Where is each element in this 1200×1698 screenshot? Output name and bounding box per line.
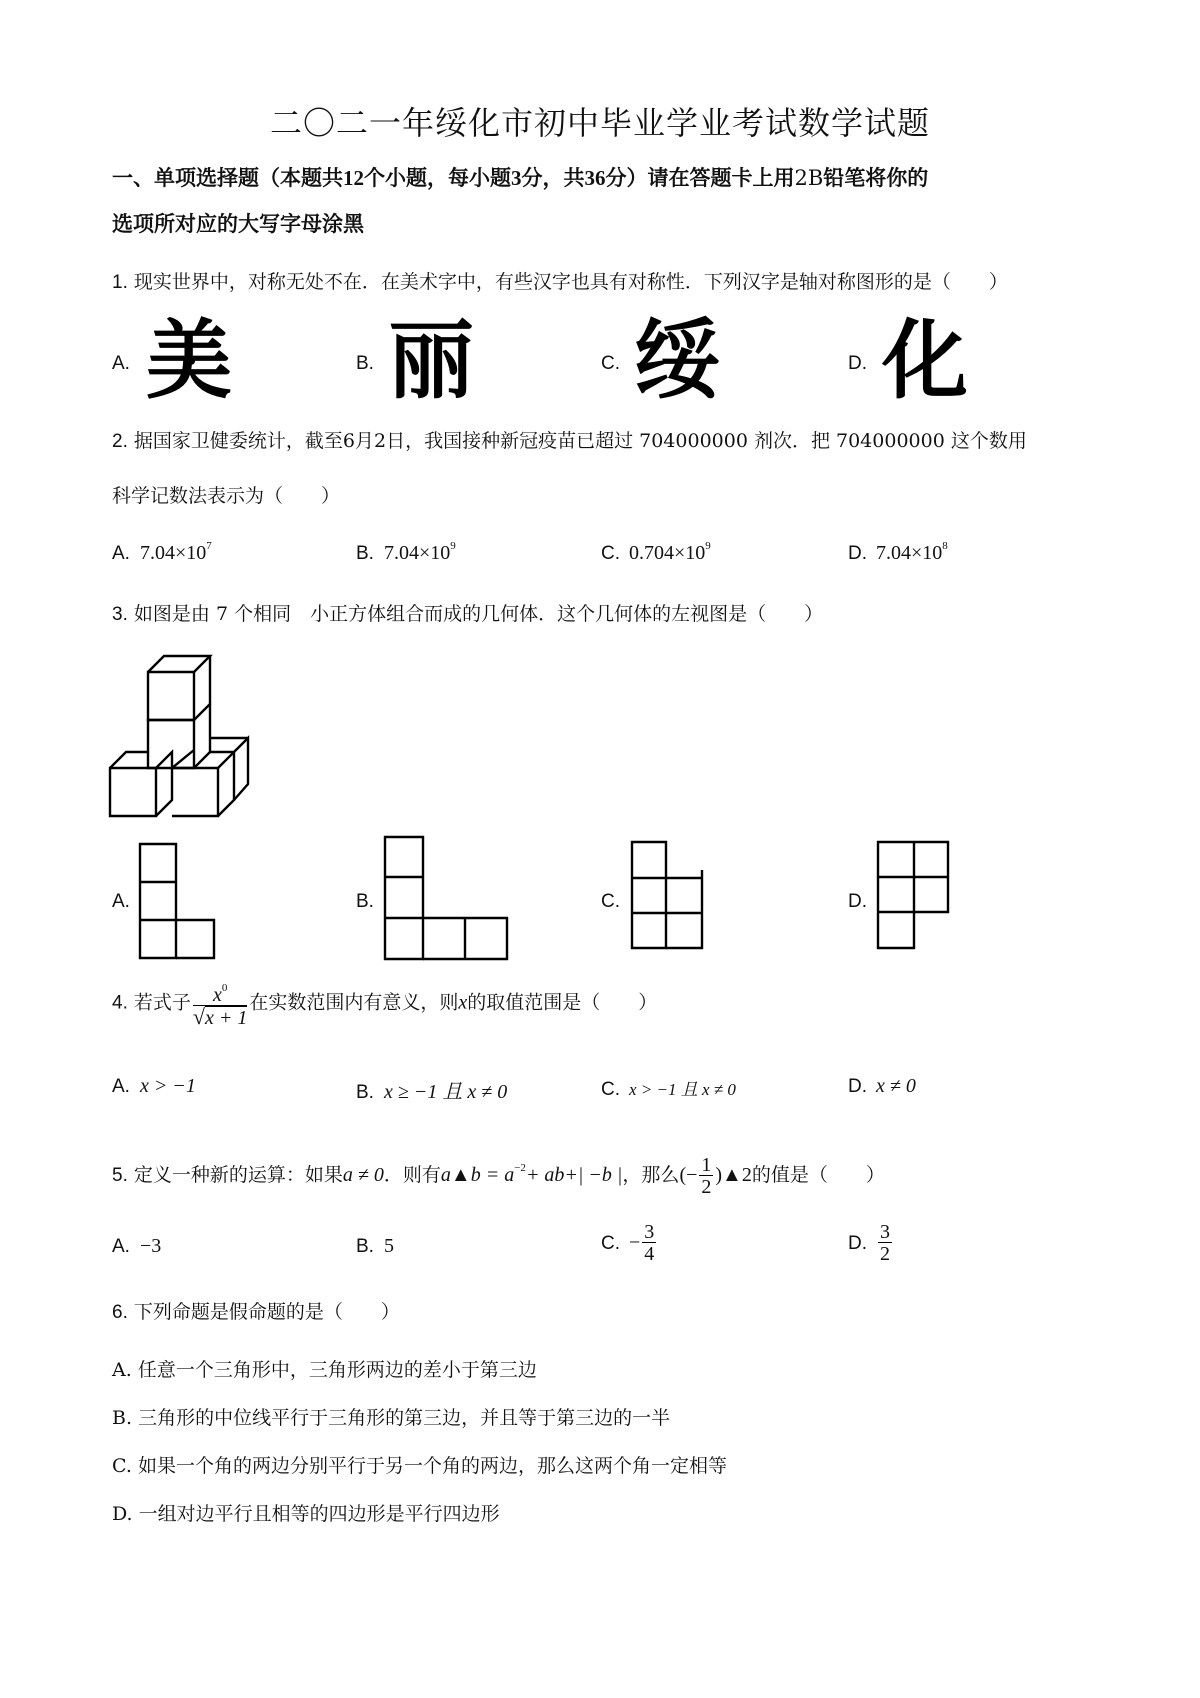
variable: x xyxy=(458,991,468,1014)
option-b[interactable] xyxy=(112,1403,670,1430)
section-text: 铅笔将你的 xyxy=(823,165,929,190)
question-text: 定义一种新的运算：如果 xyxy=(133,1164,343,1186)
option-exponent: 8 xyxy=(942,540,948,552)
condition: a ≠ 0 xyxy=(342,1164,384,1186)
question-text: 如图是由 7 个相同 小正方体组合而成的几何体．这个几何体的左视图是（ ） xyxy=(133,603,824,625)
question-text: 科学记数法表示为（ ） xyxy=(112,485,341,507)
option-fraction xyxy=(642,1222,656,1265)
question-number: 6. xyxy=(112,1302,128,1323)
fraction-numerator: x xyxy=(212,984,222,1006)
option-d[interactable] xyxy=(848,540,948,565)
option-b[interactable] xyxy=(356,1235,394,1258)
option-b[interactable] xyxy=(356,540,456,565)
fraction-numerator: 3 xyxy=(880,1221,890,1243)
option-label: B. xyxy=(356,1082,374,1103)
question-number: 3. xyxy=(112,604,128,625)
fraction-denominator: 2 xyxy=(701,1175,712,1198)
option-label: A. xyxy=(112,353,130,374)
question-5 xyxy=(112,1148,1102,1198)
option-value: x > −1 xyxy=(140,1075,196,1097)
option-d[interactable] xyxy=(848,352,876,375)
question-4 xyxy=(112,978,1102,1029)
option-text: 三角形的中位线平行于三角形的第三边，并且等于第三边的一半 xyxy=(138,1407,671,1429)
option-c[interactable] xyxy=(601,890,629,913)
option-label: C. xyxy=(112,1455,132,1477)
question-number: 1. xyxy=(112,272,128,293)
question-6 xyxy=(112,1298,1102,1327)
question-1 xyxy=(112,268,1102,297)
question-number: 4. xyxy=(112,992,128,1014)
option-value: 0.704×10 xyxy=(629,542,706,564)
option-value: −3 xyxy=(140,1235,162,1257)
q5-fraction xyxy=(699,1155,713,1198)
option-d[interactable] xyxy=(848,890,876,913)
option-d[interactable] xyxy=(848,1222,894,1265)
section-text: 个小题，每小题 xyxy=(364,165,511,190)
option-a[interactable] xyxy=(112,352,140,375)
option-value: 7.04×10 xyxy=(384,542,451,564)
option-value: 5 xyxy=(384,1235,394,1257)
option-a[interactable] xyxy=(112,890,140,913)
option-a[interactable] xyxy=(112,1075,196,1098)
option-label: B. xyxy=(356,543,374,564)
option-label: C. xyxy=(601,1079,620,1100)
option-label: A. xyxy=(112,1359,132,1381)
option-a-view xyxy=(138,842,218,960)
option-label: B. xyxy=(356,353,374,374)
option-label: D. xyxy=(848,1076,867,1097)
fraction-denominator: 4 xyxy=(644,1243,655,1265)
option-d[interactable] xyxy=(848,1075,916,1098)
option-label: A. xyxy=(112,1236,130,1257)
option-value: x ≠ 0 xyxy=(876,1075,916,1097)
question-number: 5. xyxy=(112,1165,128,1186)
formula-exponent: −2 xyxy=(514,1162,526,1174)
option-c[interactable] xyxy=(112,1451,727,1478)
fraction-exponent: 0 xyxy=(221,982,228,994)
option-label: C. xyxy=(601,353,620,374)
option-value: x > −1 且 x ≠ 0 xyxy=(629,1080,736,1099)
option-label: A. xyxy=(112,1076,130,1097)
option-value: 7.04×10 xyxy=(140,542,207,564)
question-number: 2. xyxy=(112,431,128,452)
option-exponent: 7 xyxy=(206,540,212,552)
option-value: x ≥ −1 且 x ≠ 0 xyxy=(384,1081,508,1103)
option-label: D. xyxy=(848,353,867,374)
question-text: 现实世界中，对称无处不在．在美术字中，有些汉字也具有对称性．下列汉字是轴对称图形的是（ ） xyxy=(133,271,1008,293)
option-c[interactable] xyxy=(601,352,629,375)
option-d-view xyxy=(876,840,952,950)
option-label: D. xyxy=(112,1503,133,1525)
option-text: 如果一个角的两边分别平行于另一个角的两边，那么这两个角一定相等 xyxy=(137,1455,727,1477)
question-text: 若式子 xyxy=(133,991,191,1014)
option-label: A. xyxy=(112,543,130,564)
option-text: 任意一个三角形中，三角形两边的差小于第三边 xyxy=(137,1359,537,1381)
question-text: ．则有 xyxy=(383,1164,441,1186)
section-heading xyxy=(112,155,1102,247)
fraction-denominator: x + 1 xyxy=(205,1007,248,1029)
option-label: D. xyxy=(848,543,867,564)
question-text: 在实数范围内有意义，则 xyxy=(249,991,459,1014)
formula: )▲2 xyxy=(715,1164,752,1186)
option-label: C. xyxy=(601,1232,620,1254)
question-3 xyxy=(112,600,1102,629)
option-a[interactable] xyxy=(112,1355,537,1382)
section-count: 12 xyxy=(343,166,364,190)
formula: a▲b = a xyxy=(440,1164,515,1186)
option-b[interactable] xyxy=(356,890,384,913)
pencil-type: 2B xyxy=(794,166,824,190)
option-a[interactable] xyxy=(112,540,212,565)
option-d[interactable] xyxy=(112,1499,500,1526)
question-2 xyxy=(112,414,1102,523)
option-c[interactable] xyxy=(601,1075,736,1101)
option-text: 一组对边平行且相等的四边形是平行四边形 xyxy=(138,1503,500,1525)
question-text: ，那么 xyxy=(622,1164,680,1186)
option-label: C. xyxy=(601,891,620,912)
option-exponent: 9 xyxy=(705,540,711,552)
option-c-glyph: 绥 xyxy=(634,311,720,411)
question-text: 下列命题是假命题的是（ ） xyxy=(133,1301,400,1323)
question-text: 的值是（ ） xyxy=(751,1164,885,1186)
option-value: 7.04×10 xyxy=(876,542,943,564)
option-c-view xyxy=(630,840,706,950)
option-label: B. xyxy=(356,1236,374,1257)
option-b-glyph: 丽 xyxy=(388,311,474,411)
option-fraction xyxy=(878,1222,892,1265)
formula: + ab+| −b | xyxy=(525,1164,623,1186)
section-text: 选项所对应的大写字母涂黑 xyxy=(112,211,364,236)
option-b-view xyxy=(383,835,509,961)
section-total: 36 xyxy=(584,166,606,190)
fraction-numerator: 3 xyxy=(644,1221,655,1243)
option-label: C. xyxy=(601,543,620,564)
option-a-glyph: 美 xyxy=(146,311,232,411)
option-label: B. xyxy=(112,1407,133,1429)
fraction-denominator: 2 xyxy=(880,1243,890,1265)
option-b[interactable] xyxy=(356,352,384,375)
option-label: D. xyxy=(848,1232,867,1254)
q4-fraction: $\frac{x^0}{√x + 1}$ xyxy=(193,978,247,1029)
question-text: 的取值范围是（ ） xyxy=(467,991,658,1014)
cube-stack-figure xyxy=(108,652,258,820)
option-a[interactable] xyxy=(112,1235,161,1258)
fraction-numerator: 1 xyxy=(701,1153,712,1176)
question-text: 据国家卫健委统计，截至6月2日，我国接种新冠疫苗已超过 704000000 剂次．把 704000000 这个数用 xyxy=(133,430,1027,452)
option-label: D. xyxy=(848,891,867,912)
section-text: 分）请在答题卡上用 xyxy=(605,165,795,190)
option-b[interactable] xyxy=(356,1075,507,1104)
option-exponent: 9 xyxy=(450,540,456,552)
option-c[interactable] xyxy=(601,1222,658,1265)
option-label: B. xyxy=(356,891,374,912)
section-text: 一、单项选择题（本题共 xyxy=(112,165,343,190)
option-sign: − xyxy=(629,1231,641,1254)
section-text: 分，共 xyxy=(521,165,585,190)
option-d-glyph: 化 xyxy=(882,311,968,411)
option-label: A. xyxy=(112,891,130,912)
formula: (− xyxy=(679,1164,698,1186)
option-c[interactable] xyxy=(601,540,711,565)
page-title: 二〇二一年绥化市初中毕业学业考试数学试题 xyxy=(269,104,930,142)
section-points: 3 xyxy=(511,166,522,190)
